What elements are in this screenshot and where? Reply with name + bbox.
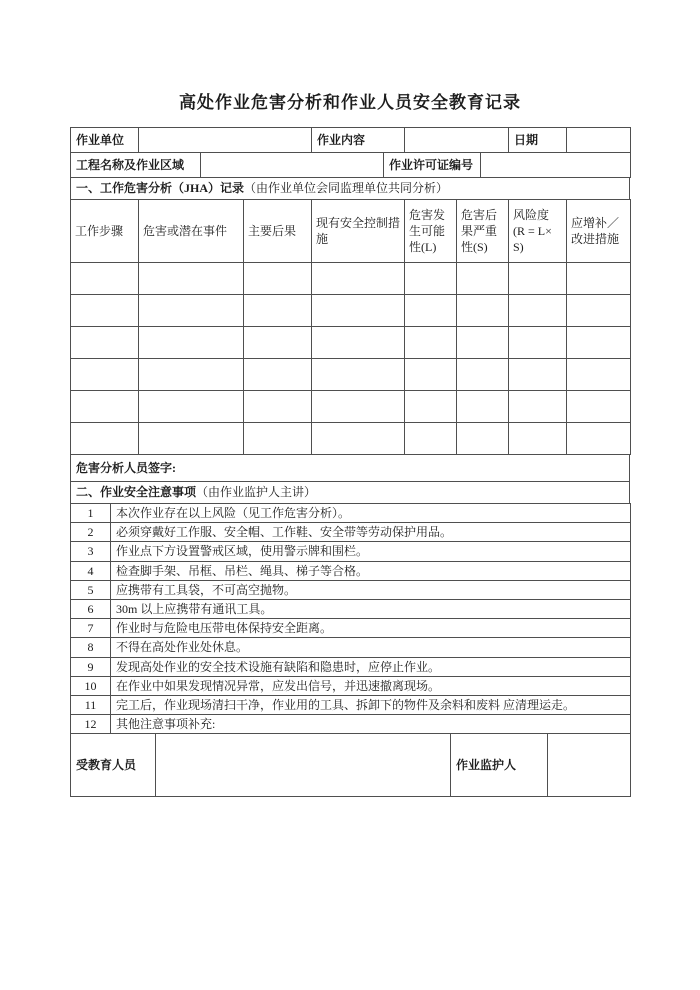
work-content-value-cell [405, 128, 509, 153]
notes-section-note: （由作业监护人主讲） [196, 485, 317, 500]
jha-header-row [71, 200, 631, 263]
footer-signature-table [70, 733, 631, 797]
jha-header-likelihood: 危害发生可能性(L) [405, 200, 457, 263]
notes-section-title: 二、作业安全注意事项 [76, 485, 197, 500]
jha-empty-cell [139, 327, 244, 359]
jha-empty-cell [244, 423, 312, 455]
jha-empty-cell [71, 295, 139, 327]
analyst-signature-label: 危害分析人员签字: [71, 455, 630, 482]
jha-empty-cell [509, 359, 567, 391]
educated-persons-label: 受教育人员 [71, 734, 156, 797]
jha-empty-cell [567, 423, 631, 455]
note-text: 在作业中如果发现情况异常，应发出信号，并迅速撤离现场。 [111, 676, 631, 695]
jha-header-step: 工作步骤 [71, 200, 139, 263]
jha-empty-cell [457, 391, 509, 423]
jha-empty-cell [457, 295, 509, 327]
jha-empty-cell [244, 391, 312, 423]
jha-empty-cell [71, 327, 139, 359]
jha-empty-cell [139, 423, 244, 455]
jha-empty-cell [71, 359, 139, 391]
jha-empty-cell [567, 295, 631, 327]
date-value-cell [567, 128, 631, 153]
jha-empty-cell [457, 327, 509, 359]
note-text: 检查脚手架、吊框、吊栏、绳具、梯子等合格。 [111, 561, 631, 580]
jha-header-consequence: 主要后果 [244, 200, 312, 263]
note-row [71, 676, 631, 695]
jha-empty-cell [71, 263, 139, 295]
note-row [71, 695, 631, 714]
work-content-label: 作业内容 [312, 128, 405, 153]
note-number: 8 [71, 638, 111, 657]
note-number: 11 [71, 695, 111, 714]
project-name-label: 工程名称及作业区域 [71, 153, 201, 178]
jha-empty-cell [405, 327, 457, 359]
jha-empty-cell [312, 391, 405, 423]
page-title: 高处作业危害分析和作业人员安全教育记录 [179, 93, 521, 112]
note-number: 4 [71, 561, 111, 580]
note-row [71, 542, 631, 561]
note-text: 应携带有工具袋，不可高空抛物。 [111, 580, 631, 599]
note-text: 必须穿戴好工作服、安全帽、工作鞋、安全带等劳动保护用品。 [111, 523, 631, 542]
jha-empty-row [71, 359, 631, 391]
jha-empty-row [71, 263, 631, 295]
jha-empty-cell [509, 327, 567, 359]
jha-empty-cell [509, 423, 567, 455]
jha-empty-cell [405, 359, 457, 391]
note-number: 5 [71, 580, 111, 599]
analyst-signature-row [70, 454, 630, 482]
note-row [71, 638, 631, 657]
jha-empty-cell [405, 263, 457, 295]
jha-empty-row [71, 295, 631, 327]
jha-empty-cell [139, 263, 244, 295]
jha-empty-cell [457, 359, 509, 391]
jha-empty-cell [312, 327, 405, 359]
permit-number-label: 作业许可证编号 [384, 153, 481, 178]
work-unit-value-cell [139, 128, 312, 153]
date-label: 日期 [509, 128, 567, 153]
jha-empty-cell [139, 295, 244, 327]
work-guardian-value-cell [548, 734, 631, 797]
work-unit-label: 作业单位 [71, 128, 139, 153]
note-row [71, 715, 631, 734]
jha-table [70, 199, 631, 455]
jha-empty-cell [567, 327, 631, 359]
note-number: 1 [71, 504, 111, 523]
jha-empty-cell [509, 391, 567, 423]
permit-number-value-cell [481, 153, 631, 178]
jha-empty-cell [509, 263, 567, 295]
note-row [71, 657, 631, 676]
jha-empty-cell [405, 295, 457, 327]
jha-empty-cell [457, 263, 509, 295]
info-table-row-2 [70, 152, 631, 178]
note-number: 3 [71, 542, 111, 561]
jha-empty-row [71, 391, 631, 423]
note-number: 2 [71, 523, 111, 542]
jha-empty-cell [312, 263, 405, 295]
note-row [71, 580, 631, 599]
educated-persons-value-cell [156, 734, 451, 797]
note-row [71, 619, 631, 638]
jha-empty-row [71, 423, 631, 455]
jha-empty-cell [71, 391, 139, 423]
safety-notes-table [70, 503, 631, 734]
jha-empty-cell [244, 295, 312, 327]
jha-empty-cell [312, 423, 405, 455]
jha-section-note: （由作业单位会同监理单位共同分析） [244, 181, 449, 196]
jha-empty-cell [244, 263, 312, 295]
note-text: 发现高处作业的安全技术设施有缺陷和隐患时，应停止作业。 [111, 657, 631, 676]
jha-empty-cell [567, 359, 631, 391]
work-guardian-label: 作业监护人 [451, 734, 548, 797]
jha-empty-cell [244, 359, 312, 391]
jha-empty-cell [244, 327, 312, 359]
note-text: 其他注意事项补充: [111, 715, 631, 734]
jha-empty-cell [405, 423, 457, 455]
jha-section-header [70, 177, 630, 200]
jha-empty-cell [139, 391, 244, 423]
jha-section-title: 一、工作危害分析（JHA）记录 [76, 181, 245, 196]
jha-empty-cell [457, 423, 509, 455]
jha-empty-cell [405, 391, 457, 423]
jha-header-hazard: 危害或潜在事件 [139, 200, 244, 263]
jha-empty-cell [567, 391, 631, 423]
note-row [71, 561, 631, 580]
jha-empty-cell [139, 359, 244, 391]
jha-header-risk: 风险度 (R = L×S) [509, 200, 567, 263]
jha-header-controls: 现有安全控制措施 [312, 200, 405, 263]
note-number: 10 [71, 676, 111, 695]
note-row [71, 504, 631, 523]
jha-empty-cell [71, 423, 139, 455]
jha-header-severity: 危害后果严重性(S) [457, 200, 509, 263]
jha-empty-cell [509, 295, 567, 327]
note-number: 6 [71, 599, 111, 618]
note-text: 不得在高处作业处休息。 [111, 638, 631, 657]
project-name-value-cell [201, 153, 384, 178]
note-row [71, 599, 631, 618]
note-text: 作业时与危险电压带电体保持安全距离。 [111, 619, 631, 638]
info-table-row-1 [70, 127, 631, 153]
jha-empty-cell [312, 359, 405, 391]
note-text: 本次作业存在以上风险（见工作危害分析）。 [111, 504, 631, 523]
note-number: 12 [71, 715, 111, 734]
note-number: 7 [71, 619, 111, 638]
jha-empty-cell [312, 295, 405, 327]
jha-empty-row [71, 327, 631, 359]
jha-empty-cell [567, 263, 631, 295]
note-number: 9 [71, 657, 111, 676]
note-row [71, 523, 631, 542]
notes-section-header [70, 481, 630, 504]
note-text: 作业点下方设置警戒区域，使用警示牌和围栏。 [111, 542, 631, 561]
note-text: 完工后，作业现场清扫干净，作业用的工具、拆卸下的物件及余料和废料 应清理运走。 [111, 695, 631, 714]
note-text: 30m 以上应携带有通讯工具。 [111, 599, 631, 618]
jha-header-improvement: 应增补／改进措施 [567, 200, 631, 263]
